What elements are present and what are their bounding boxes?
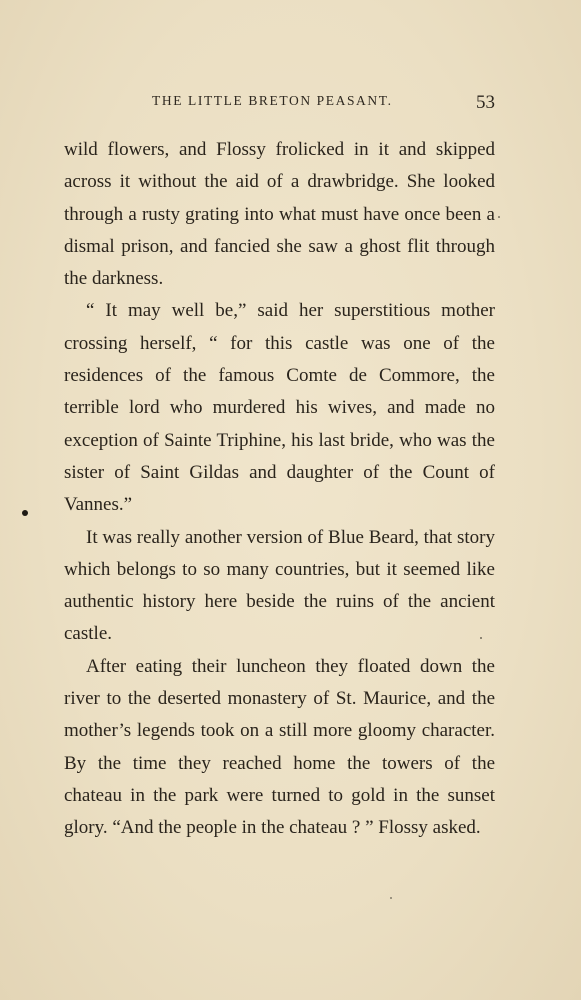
paragraph: After eating their luncheon they floated down the river to the deserted monastery of St. Maurice, and the mother’s legends took on a still more gloomy character. By the time they reached home the towers of the chateau in the park were turned to gold in the sunset glory. “And the people in the chateau ? ” Flossy asked. <box>64 655 495 839</box>
paragraph: “ It may well be,” said her superstitious mother crossing herself, “ for this castle was one of the residences of the famous Comte de Commore, the terrible lord who murdered his wives, and made no exception of Sainte Triphine, his last bride, who was the sister of Saint Gildas and daughter of the Count of Vannes.” <box>64 300 495 516</box>
page-body <box>64 134 495 845</box>
ink-speck <box>480 637 482 639</box>
ink-speck <box>22 510 28 516</box>
page-number: 53 <box>476 92 495 113</box>
ink-speck <box>498 216 500 218</box>
paragraph-continuation: wild flowers, and Flossy frolicked in it and skipped across it without the aid of a drawbridge. She looked through a rusty grating into what must have once been a dismal prison, and fancied she saw a ghost flit through the darkness. <box>64 139 495 290</box>
running-title: THE LITTLE BRETON PEASANT. <box>152 93 393 108</box>
paragraph: It was really another version of Blue Beard, that story which belongs to so many countries, but it seemed like authentic history here beside the ruins of the ancient castle. <box>64 526 495 645</box>
ink-speck <box>390 897 392 899</box>
